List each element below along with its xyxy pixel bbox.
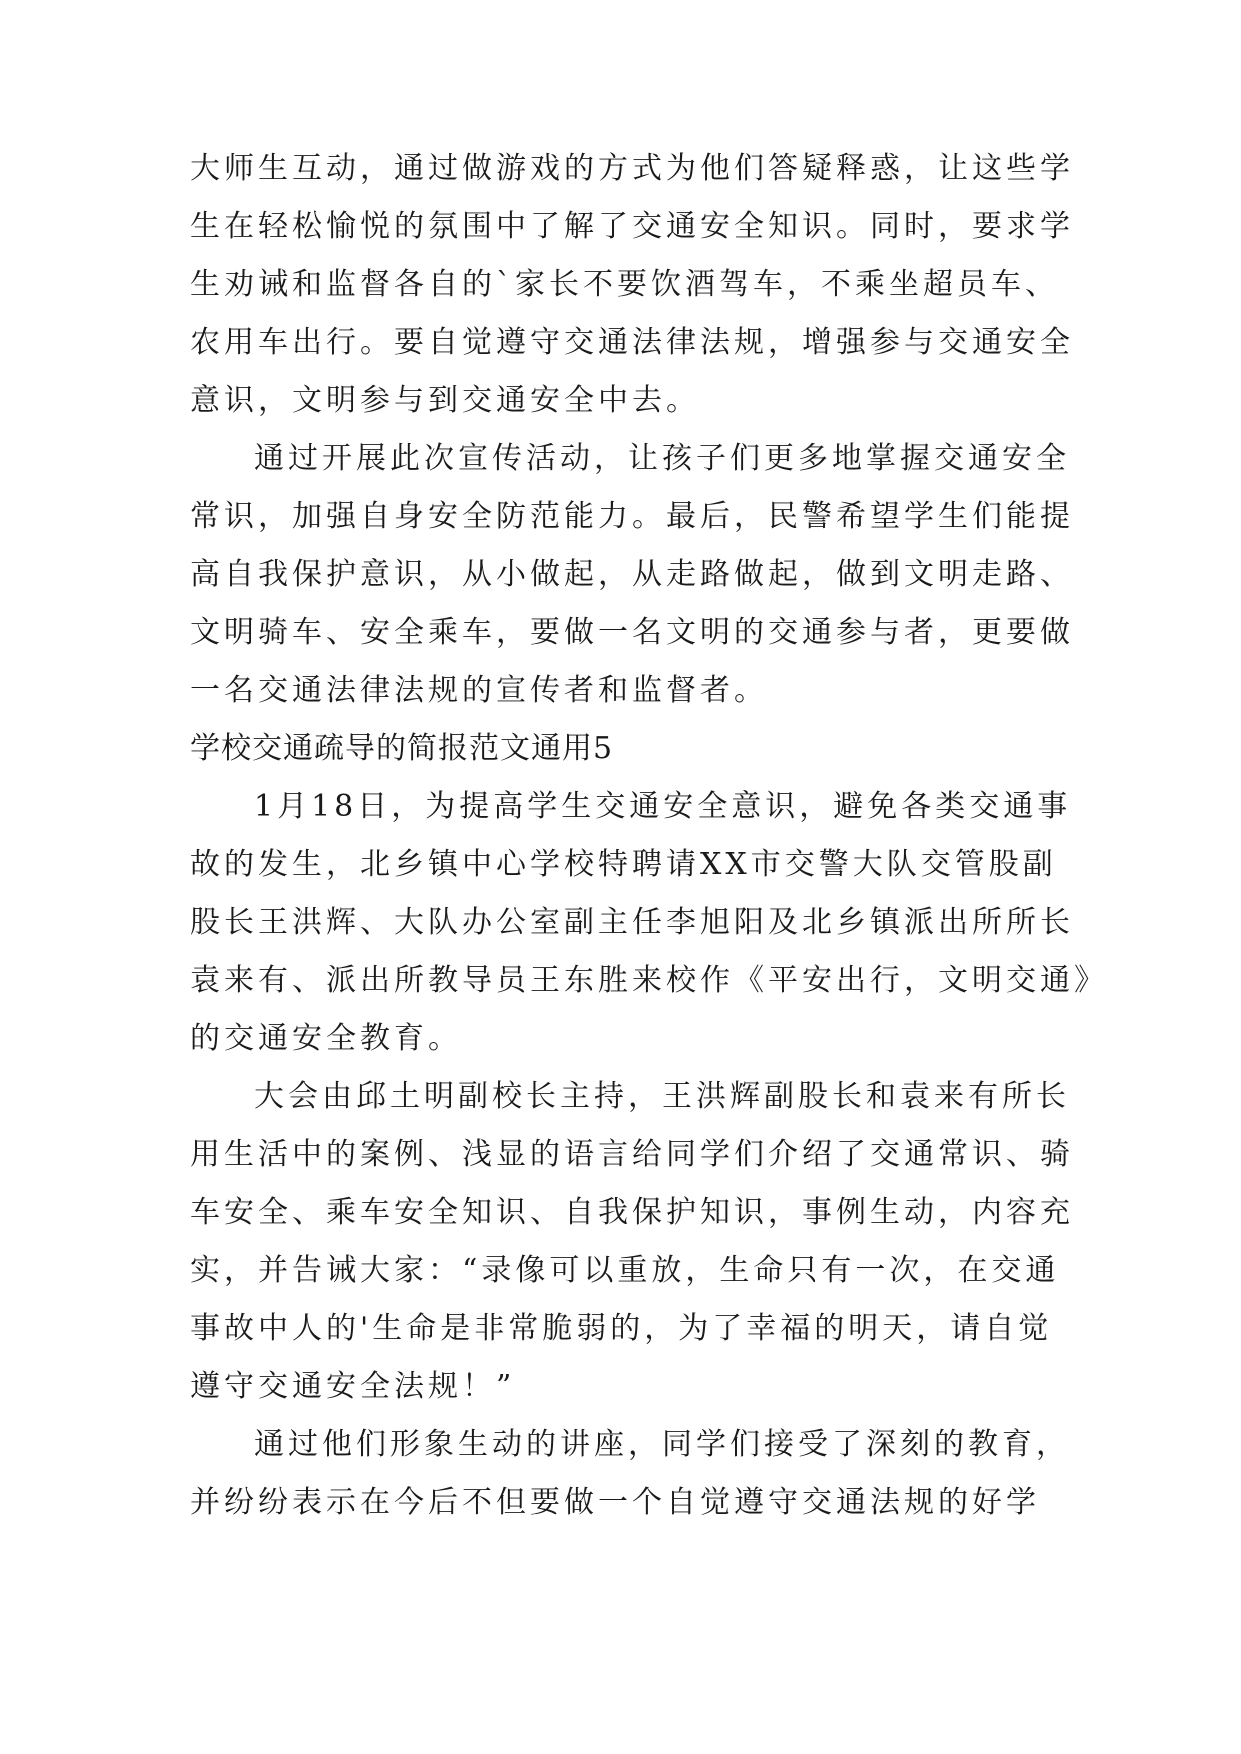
paragraph-4 — [190, 1068, 1074, 1416]
paragraph-line: 通过开展此次宣传活动，让孩子们更多地掌握交通安全 — [254, 441, 1070, 476]
paragraph-line: 农用车出行。要自觉遵守交通法律法规，增强参与交通安全 — [190, 325, 1074, 360]
paragraph-line: 事故中人的'生命是非常脆弱的，为了幸福的明天，请自觉 — [190, 1311, 1053, 1346]
paragraph-line: 故的发生，北乡镇中心学校特聘请XX市交警大队交管股副 — [190, 847, 1057, 882]
document-body — [190, 140, 1108, 1532]
paragraph-line: 意识，文明参与到交通安全中去。 — [190, 383, 700, 418]
paragraph-line: 高自我保护意识，从小做起，从走路做起，做到文明走路、 — [190, 557, 1074, 592]
paragraph-line: 实，并告诫大家：“录像可以重放，生命只有一次，在交通 — [190, 1253, 1060, 1288]
paragraph-line: 一名交通法律法规的宣传者和监督者。 — [190, 673, 768, 708]
paragraph-line: 用生活中的案例、浅显的语言给同学们介绍了交通常识、骑 — [190, 1137, 1074, 1172]
paragraph-line: 的交通安全教育。 — [190, 1021, 462, 1056]
paragraph-line: 大师生互动，通过做游戏的方式为他们答疑释惑，让这些学 — [190, 151, 1074, 186]
paragraph-5 — [190, 1416, 1070, 1532]
paragraph-line: 文明骑车、安全乘车，要做一名文明的交通参与者，更要做 — [190, 615, 1074, 650]
paragraph-line: 袁来有、派出所教导员王东胜来校作《平安出行，文明交通》 — [190, 963, 1108, 998]
paragraph-line: 生劝诫和监督各自的`家长不要饮酒驾车，不乘坐超员车、 — [190, 267, 1059, 302]
paragraph-line: 1月18日，为提高学生交通安全意识，避免各类交通事 — [254, 789, 1072, 824]
paragraph-line: 生在轻松愉悦的氛围中了解了交通安全知识。同时，要求学 — [190, 209, 1074, 244]
paragraph-line: 并纷纷表示在今后不但要做一个自觉遵守交通法规的好学 — [190, 1485, 1040, 1520]
paragraph-line: 车安全、乘车安全知识、自我保护知识，事例生动，内容充 — [190, 1195, 1074, 1230]
section-heading: 学校交通疏导的简报范文通用5 — [190, 731, 614, 766]
paragraph-line: 常识，加强自身安全防范能力。最后，民警希望学生们能提 — [190, 499, 1074, 534]
paragraph-2 — [190, 430, 1074, 720]
paragraph-line: 大会由邱土明副校长主持，王洪辉副股长和袁来有所长 — [254, 1079, 1070, 1114]
paragraph-line: 股长王洪辉、大队办公室副主任李旭阳及北乡镇派出所所长 — [190, 905, 1074, 940]
paragraph-3 — [190, 778, 1108, 1068]
paragraph-line: 遵守交通安全法规！” — [190, 1369, 516, 1404]
paragraph-line: 通过他们形象生动的讲座，同学们接受了深刻的教育， — [254, 1427, 1070, 1462]
paragraph-1 — [190, 140, 1074, 430]
